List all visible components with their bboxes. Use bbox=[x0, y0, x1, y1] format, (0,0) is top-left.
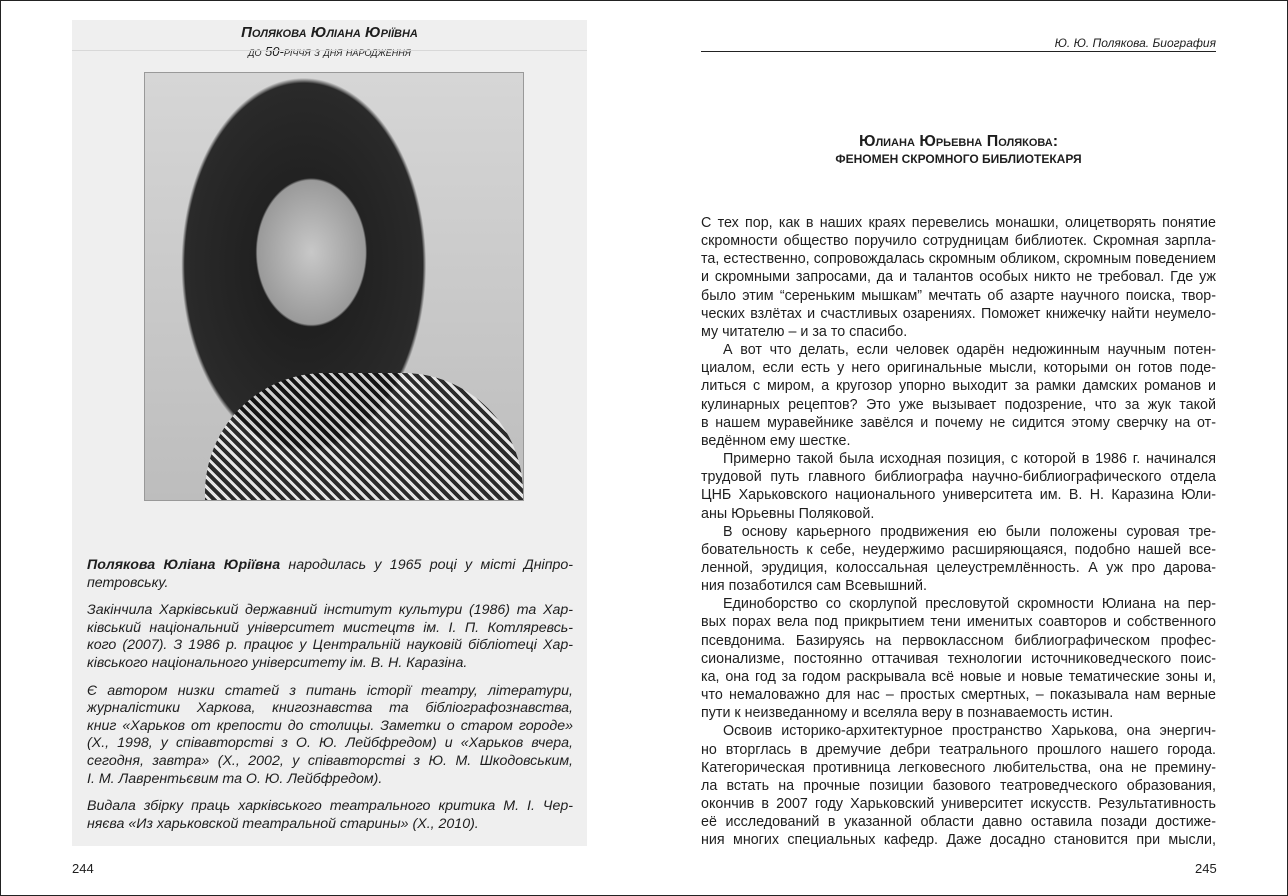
text-line: сионализме, постоянно оттачивая технологии источниковедческого поис- bbox=[701, 650, 1216, 667]
text-line: Освоив историко-архитектурное пространство Харькова, она энергич- bbox=[723, 723, 1216, 740]
text-line: Примерно такой была исходная позиция, с которой в 1986 г. начинался bbox=[723, 451, 1216, 468]
text-line: бовательность к себе, неудержимо расширяющаяся, подобно нашей все- bbox=[701, 541, 1216, 558]
text-line: ка, она год за годом раскрывала всё новые и новые тематические зоны и, bbox=[701, 668, 1216, 685]
bio-name-bold: Полякова Юліана Юріївна bbox=[87, 557, 281, 573]
text-line: окончив в 2007 году Харьковский университет искусств. Результативность bbox=[701, 796, 1216, 812]
paragraph bbox=[701, 450, 1216, 523]
text-line: её исследований в указанной области давно оставила позади достиже- bbox=[701, 814, 1216, 831]
paragraph bbox=[701, 595, 1216, 722]
text-line: циалом, если есть у него оригинальные мысли, которыми он готов поде- bbox=[701, 360, 1216, 377]
paragraph bbox=[87, 602, 573, 672]
page-number-right: 245 bbox=[1195, 861, 1217, 876]
text-line: кулинарных рецептов? Это уже вызывает подозрение, что за жук такой bbox=[701, 396, 1216, 413]
text-line: няєва «Из харьковской театральной старины» (Х., 2010). bbox=[87, 815, 479, 832]
text-line: ЦНБ Харьковского национального университета им. В. Н. Каразина Юли- bbox=[701, 487, 1216, 504]
text-line: вых порах вела под прикрытием тени именитых соавторов и собственного bbox=[701, 614, 1216, 631]
text-line: литься с миром, а кругозор упорно выходит за рамки дамских романов и bbox=[701, 378, 1216, 395]
left-header-divider bbox=[72, 50, 587, 51]
text-line: было этим “сереньким мышкам” мечтать об азарте научного поиска, твор- bbox=[701, 287, 1216, 304]
text-line: Единоборство со скорлупой пресловутой скромности Юлиана на пер- bbox=[723, 596, 1216, 613]
text-line: А вот что делать, если человек одарён недюжинным научным потен- bbox=[723, 342, 1216, 359]
biography-text bbox=[87, 557, 573, 843]
paragraph bbox=[87, 798, 573, 833]
text-line: петровську. bbox=[87, 574, 169, 591]
text-line: журналістики Харкова, книгознавства та бібліографознавства, bbox=[87, 700, 573, 717]
text-line: В основу карьерного продвижения ею были положены суровая тре- bbox=[723, 523, 1216, 540]
text-line: му читателю – и за то спасибо. bbox=[701, 323, 908, 340]
left-page-subtitle: до 50-річчя з дня народження bbox=[248, 44, 411, 59]
running-header: Ю. Ю. Полякова. Биография bbox=[1054, 36, 1216, 50]
left-page-title: Полякова Юліана Юріївна bbox=[241, 24, 418, 41]
text-line: и скромными запросами, да и талантов особых никто не требовал. Где уж bbox=[701, 269, 1216, 286]
text-line: аны Юрьевны Поляковой. bbox=[701, 505, 875, 522]
text-line: трудовой путь главного библиографа научно-библиографического отдела bbox=[701, 469, 1216, 486]
text-line: (Х., 1998, у співавторстві з О. Ю. Лейбфредом) и «Харьков вчера, bbox=[87, 735, 573, 752]
text-line bbox=[87, 557, 573, 575]
text-line: ческих взлётах и счастливых озарениях. Поможет книжечку найти неумело- bbox=[701, 305, 1216, 322]
text-line: Закінчила Харківський державний інститут культури (1986) та Хар- bbox=[87, 602, 573, 619]
text-line: та, естественно, сопровождалась скромным обликом, скромным поведением bbox=[701, 251, 1216, 268]
text-line: ківський національний університет мистецтв ім. І. П. Котляревсь- bbox=[87, 619, 573, 636]
portrait-photo bbox=[144, 72, 524, 501]
text-line: книг «Харьков от крепости до столицы. Заметки о старом городе» bbox=[87, 717, 573, 734]
text-line: сегодня, завтра» (Х., 2002, у співавторстві з Ю. М. Шкодовським, bbox=[87, 752, 573, 769]
paragraph bbox=[701, 722, 1216, 849]
text-line: ведённом ему шестке. bbox=[701, 432, 851, 449]
text-line: Видала збірку праць харківського театрального критика М. І. Чер- bbox=[87, 798, 573, 815]
text-line: Категорическая противница легковесного любительства, она не премину- bbox=[701, 759, 1216, 776]
patterned-sweater bbox=[205, 373, 523, 501]
running-header-rule bbox=[701, 51, 1216, 52]
text-line: ния позаботился сам Всевышний. bbox=[701, 578, 927, 595]
paragraph bbox=[87, 557, 573, 592]
paragraph bbox=[701, 214, 1216, 341]
text-line: Є автором низки статей з питань історії театру, літератури, bbox=[87, 682, 573, 699]
page-number-left: 244 bbox=[72, 861, 94, 876]
text-line: ла встать на прочные позиции базового театроведческого образования, bbox=[701, 777, 1216, 794]
text-line: І. М. Лаврентьєвим та О. Ю. Лейбфредом). bbox=[87, 770, 383, 787]
text-line: ківського національного університету ім. В. Н. Каразіна. bbox=[87, 654, 468, 671]
text-line: что немаловажно для нас – простых смертных, – показывала нам верные bbox=[701, 687, 1216, 704]
article-subtitle: ФЕНОМЕН СКРОМНОГО БИБЛИОТЕКАРЯ bbox=[835, 152, 1082, 166]
text-line: ния многих специальных кафедр. Даже досадно становится при мысли, bbox=[701, 832, 1216, 849]
paragraph bbox=[701, 341, 1216, 450]
text-line: скромности общество поручило сотрудницам библиотек. Скромная зарпла- bbox=[701, 233, 1216, 250]
paragraph bbox=[701, 523, 1216, 596]
text-line: ленной, эрудиция, колоссальная целеустремлённость. А уж про дарова- bbox=[701, 559, 1216, 576]
text-line: псевдонима. Базируясь на первоклассном библиографическом профес- bbox=[701, 632, 1216, 649]
text-fragment: народилась у 1965 році у місті Дніпро- bbox=[280, 557, 574, 573]
text-line: в нашем муравейнике завёлся и почему не сидится этому сверчку на от- bbox=[701, 414, 1216, 431]
text-line: кого (2007). З 1986 р. працює у Центральній науковій бібліотеці Хар- bbox=[87, 637, 573, 654]
text-line: но вторглась в дремучие дебри театрального прошлого нашего города. bbox=[701, 741, 1216, 758]
article-body bbox=[701, 214, 1216, 849]
text-line: пути к неизведанному и вселяла веру в познаваемость истин. bbox=[701, 705, 1114, 722]
article-title: Юлиана Юрьевна Полякова: bbox=[858, 133, 1059, 150]
text-line: С тех пор, как в наших краях перевелись монашки, олицетворять понятие bbox=[701, 215, 1216, 231]
paragraph bbox=[87, 683, 573, 789]
